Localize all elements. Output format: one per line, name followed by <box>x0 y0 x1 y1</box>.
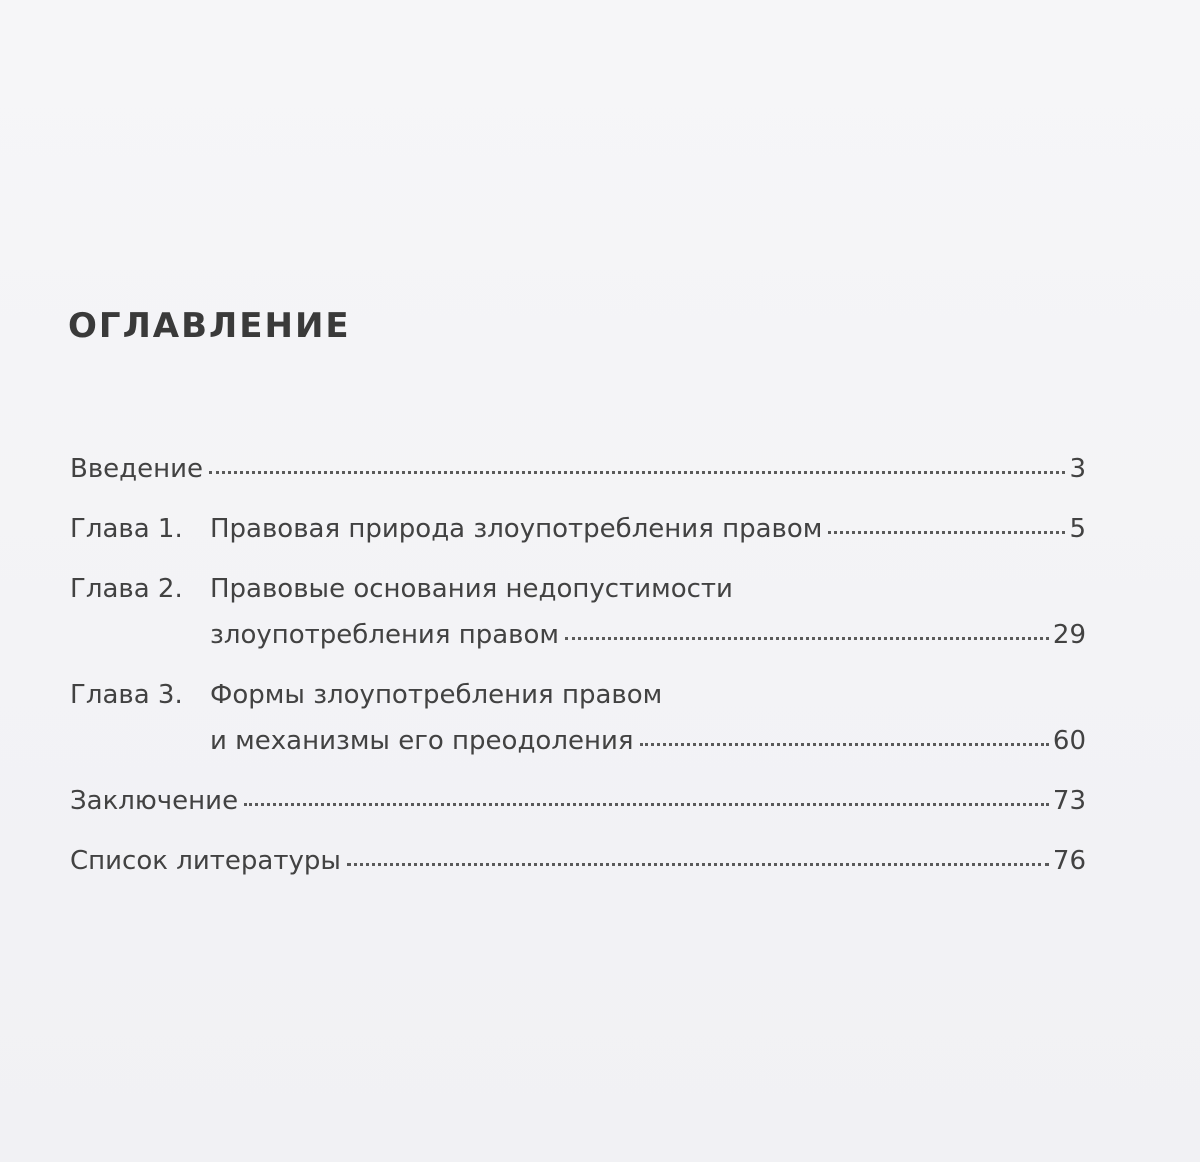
toc-entry-chapter-2 <box>70 566 1086 658</box>
toc-page-number: 3 <box>1069 454 1086 484</box>
toc-entry-title: Список литературы <box>70 846 341 876</box>
dot-leader <box>244 803 1049 806</box>
dot-leader <box>828 531 1065 534</box>
toc-entry-chapter-3 <box>70 672 1086 764</box>
toc-entry-introduction <box>70 446 1086 492</box>
chapter-number: Глава 3. <box>70 680 183 710</box>
toc-page-number: 5 <box>1069 514 1086 544</box>
toc-title: ОГЛАВЛЕНИЕ <box>68 306 351 346</box>
toc-entry-title-continued: и механизмы его преодоления <box>210 726 634 756</box>
toc-entry-chapter-1 <box>70 506 1086 552</box>
toc-entry-bibliography <box>70 838 1086 884</box>
toc-entry-title: Правовые основания недопустимости <box>210 574 733 604</box>
toc-page-number: 60 <box>1052 726 1086 756</box>
chapter-number: Глава 1. <box>70 514 183 544</box>
toc-page-number: 29 <box>1052 620 1086 650</box>
toc-page-number: 76 <box>1052 846 1086 876</box>
dot-leader <box>347 863 1049 866</box>
toc-entry-title: Введение <box>70 454 204 484</box>
toc-entry-title: Формы злоупотребления правом <box>210 680 663 710</box>
toc-entry-title: Заключение <box>70 786 239 816</box>
toc-entry-conclusion <box>70 778 1086 824</box>
dot-leader <box>209 471 1065 474</box>
toc-entry-title-continued: злоупотребления правом <box>210 620 560 650</box>
dot-leader <box>640 743 1049 746</box>
dot-leader <box>565 637 1049 640</box>
chapter-number: Глава 2. <box>70 574 183 604</box>
table-of-contents <box>70 446 1086 898</box>
toc-page-number: 73 <box>1052 786 1086 816</box>
toc-entry-title: Правовая природа злоупотребления правом <box>210 514 823 544</box>
